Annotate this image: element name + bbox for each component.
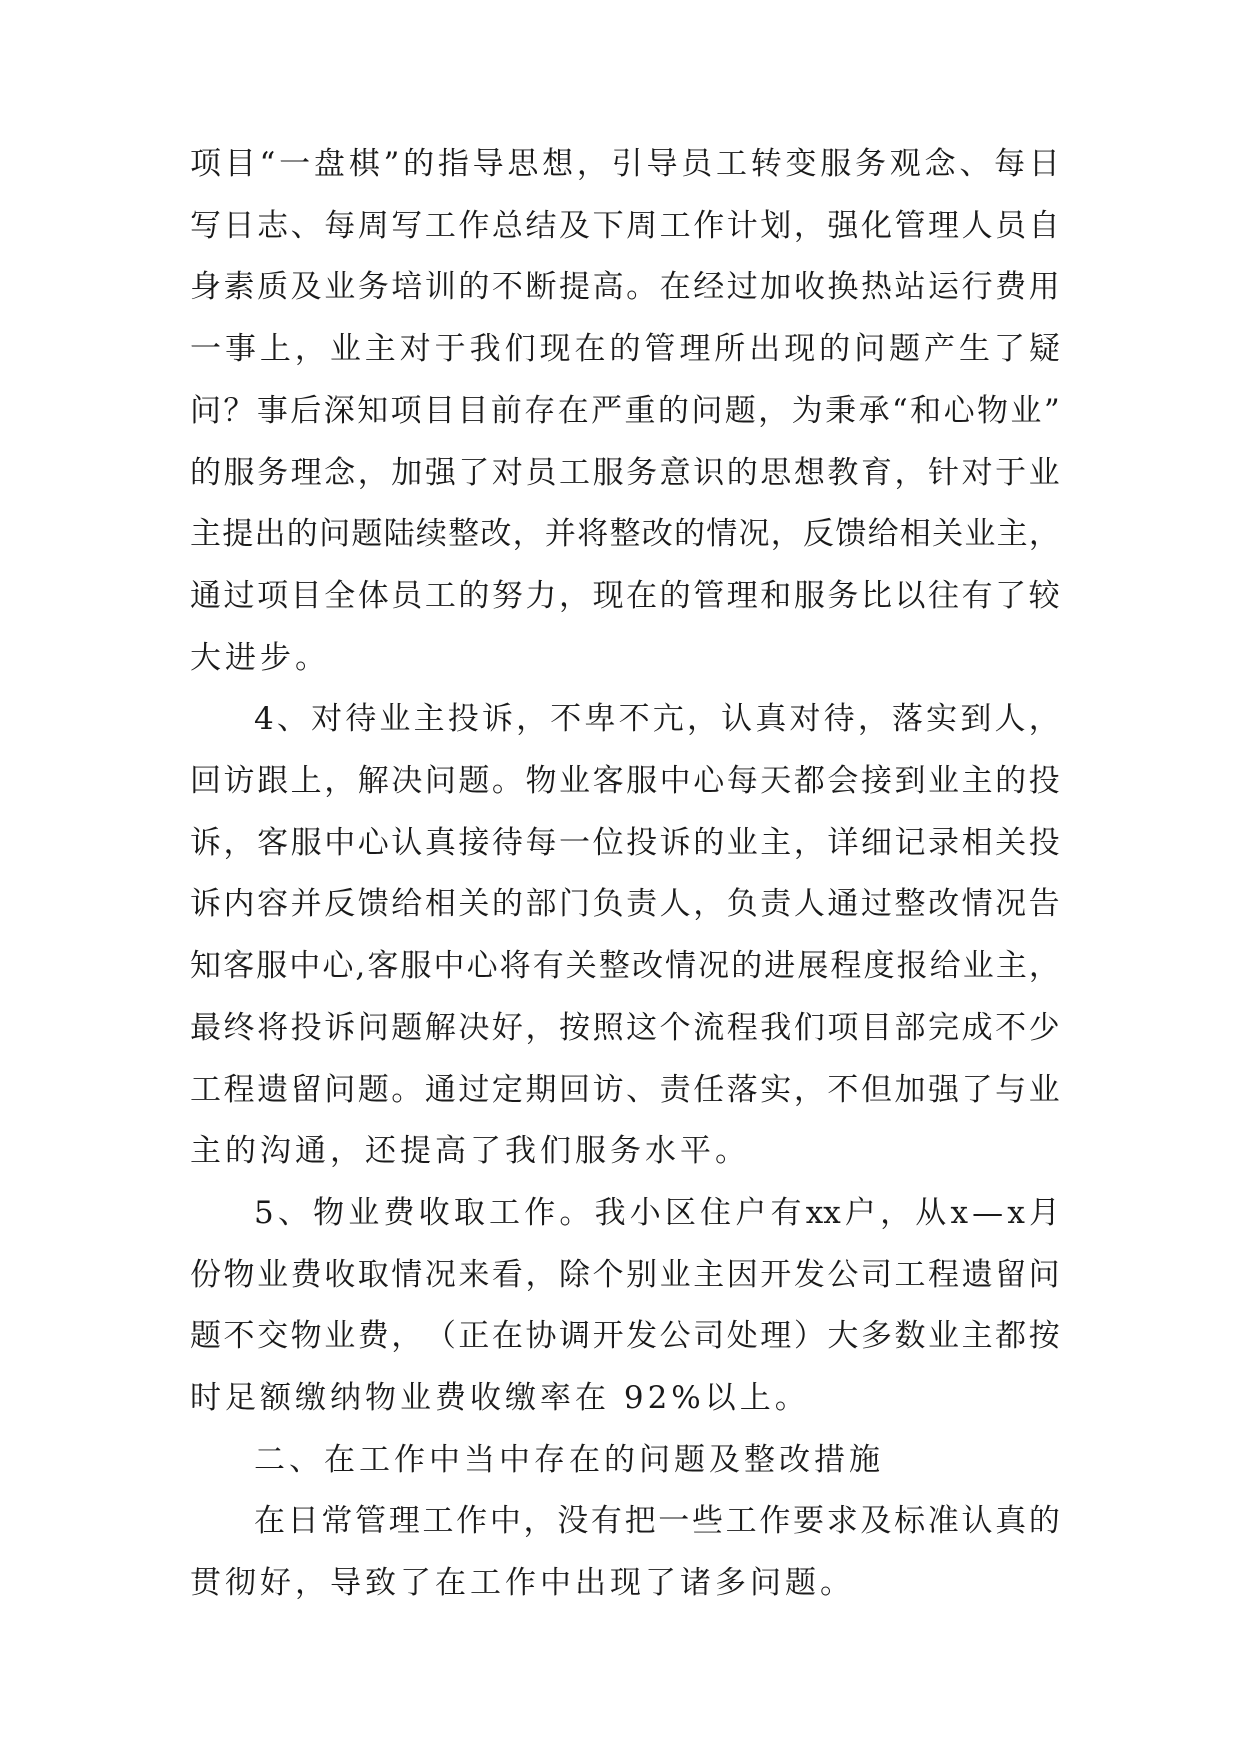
text-line: 最 终 将 投 诉 问 题 解 决 好 ， 按 照 这 个 流 程 我 们 项 目 部 完 成 不 少 [190,1009,1060,1046]
text-line: 大进步。 [190,639,330,676]
text-line: 工 程 遗 留 问 题 。 通 过 定 期 回 访 、 责 任 落 实 ， 不 但 加 强 了 与 业 [190,1071,1060,1108]
text-line: 主 提 出 的 问 题 陆 续 整 改 ， 并 将 整 改 的 情 况 ， 反 馈 给 相 关 业 主 ， [190,516,1060,553]
text-line: 一 事 上 ， 业 主 对 于 我 们 现 在 的 管 理 所 出 现 的 问 题 产 生 了 疑 [190,331,1060,368]
text-line: 问 ？ 事 后 深 知 项 目 目 前 存 在 严 重 的 问 题 ， 为 秉 承 “ 和 心 物 业 ” [190,392,1060,429]
text-line: 通 过 项 目 全 体 员 工 的 努 力 ， 现 在 的 管 理 和 服 务 比 以 往 有 了 较 [190,577,1060,614]
text-line: 的 服 务 理 念 ， 加 强 了 对 员 工 服 务 意 识 的 思 想 教 育 ， 针 对 于 业 [190,454,1060,491]
text-line: 贯彻好，导致了在工作中出现了诸多问题。 [190,1565,855,1602]
text-line: 5 、 物 业 费 收 取 工 作 。 我 小 区 住 户 有 xx 户 ， 从 x — x 月 [254,1194,1060,1231]
text-line: 回 访 跟 上 ， 解 决 问 题 。 物 业 客 服 中 心 每 天 都 会 接 到 业 主 的 投 [190,763,1060,799]
text-line: 份 物 业 费 收 取 情 况 来 看 ， 除 个 别 业 主 因 开 发 公 司 工 程 遗 留 问 [190,1256,1060,1293]
text-line: 项 目 “ 一 盘 棋 ” 的 指 导 思 想 ， 引 导 员 工 转 变 服 务 观 念 、 每 日 [190,146,1060,182]
text-line: 写 日 志 、 每 周 写 工 作 总 结 及 下 周 工 作 计 划 ， 强 化 管 理 人 员 自 [190,207,1060,244]
text-line: 诉 ， 客 服 中 心 认 真 接 待 每 一 位 投 诉 的 业 主 ， 详 细 记 录 相 关 投 [190,824,1060,861]
text-line: 二、在工作中当中存在的问题及整改措施 [254,1441,884,1478]
text-line: 诉 内 容 并 反 馈 给 相 关 的 部 门 负 责 人 ， 负 责 人 通 过 整 改 情 况 告 [190,886,1060,923]
text-line: 题 不 交 物 业 费 ， （ 正 在 协 调 开 发 公 司 处 理 ） 大 多 数 业 主 都 按 [190,1318,1060,1355]
text-line: 知 客 服 中 心 , 客 服 中 心 将 有 关 整 改 情 况 的 进 展 程 度 报 给 业 主 ， [190,948,1060,985]
text-line: 时足额缴纳物业费收缴率在 92%以上。 [190,1380,810,1416]
text-line: 身 素 质 及 业 务 培 训 的 不 断 提 高 。 在 经 过 加 收 换 热 站 运 行 费 用 [190,269,1060,306]
text-line: 主的沟通，还提高了我们服务水平。 [190,1133,750,1170]
text-line: 4 、 对 待 业 主 投 诉 ， 不 卑 不 亢 ， 认 真 对 待 ， 落 实 到 人 ， [254,701,1060,738]
text-line: 在 日 常 管 理 工 作 中 ， 没 有 把 一 些 工 作 要 求 及 标 准 认 真 的 [254,1503,1060,1540]
